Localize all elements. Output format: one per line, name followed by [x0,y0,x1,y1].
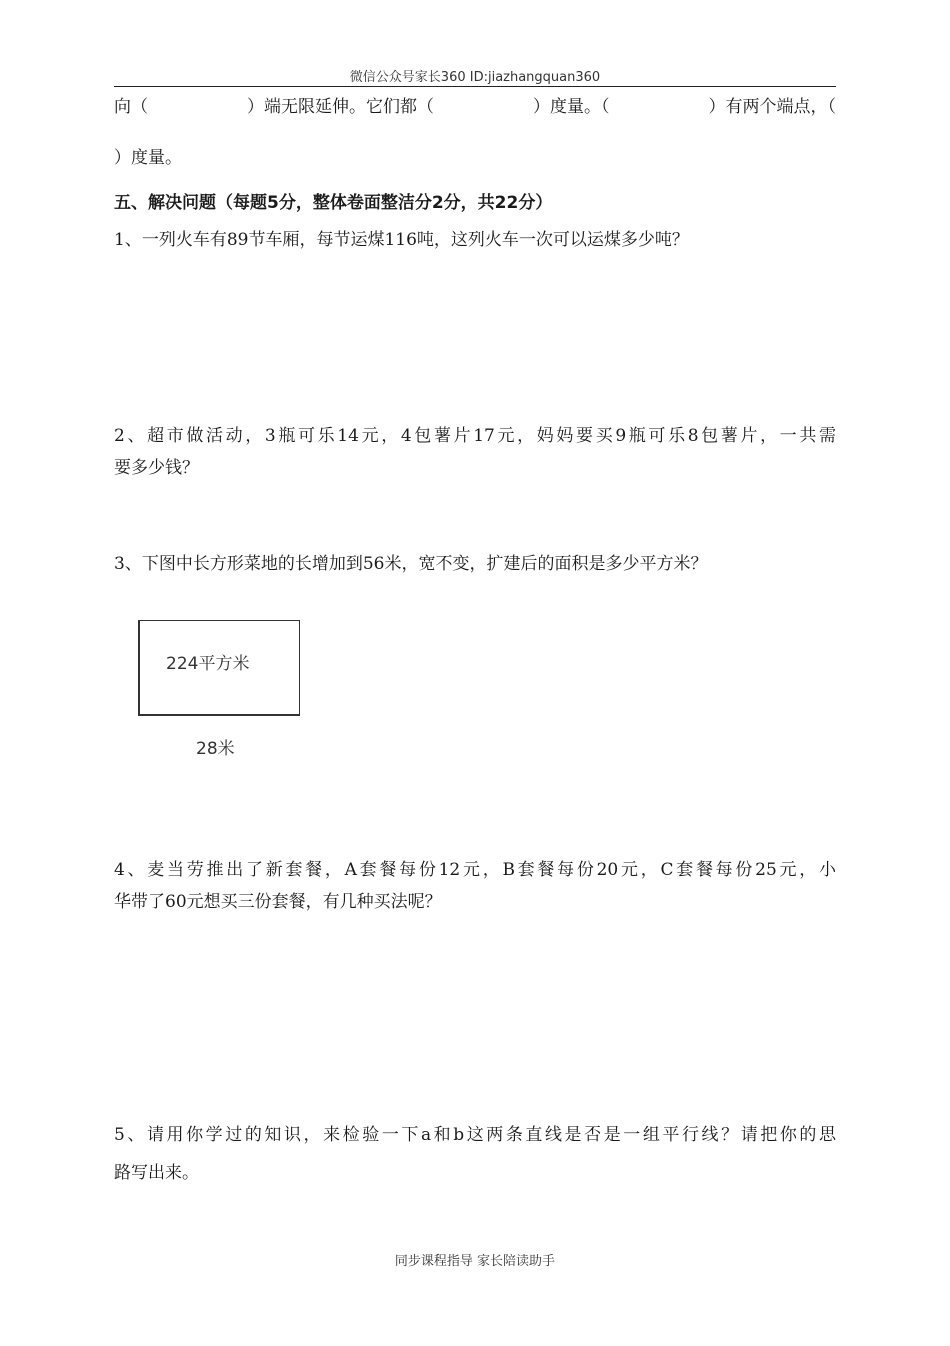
question-5 [114,1116,836,1192]
question-4-line-2: 华带了60元想买三份套餐，有几种买法呢？ [114,892,442,912]
figure-width-label: 28米 [196,739,235,759]
question-4 [114,854,836,918]
fill-blank-segment-1: 向（ [114,97,148,117]
question-2 [114,420,836,484]
rectangle-figure [138,620,300,716]
fill-blank-line-1 [114,95,836,119]
fill-blank-segment-4: ）有两个端点，（ [708,97,836,117]
question-2-line-1: 2、超市做活动，3瓶可乐14元，4包薯片17元，妈妈要买9瓶可乐8包薯片，一共需 [114,426,836,446]
fill-blank-segment-3: ）度量。（ [533,97,610,117]
question-4-line-1: 4、麦当劳推出了新套餐，A套餐每份12元，B套餐每份20元，C套餐每份25元，小 [114,860,836,880]
section-title: 五、解决问题（每题5分，整体卷面整洁分2分，共22分） [114,193,553,213]
page-footer: 同步课程指导 家长陪读助手 [394,1254,556,1269]
page-header: 微信公众号家长360 ID:jiazhangquan360 [349,70,601,85]
question-3: 3、下图中长方形菜地的长增加到56米，宽不变，扩建后的面积是多少平方米？ [114,554,708,574]
figure-area-label: 224平方米 [166,654,250,674]
question-1: 1、一列火车有89节车厢，每节运煤116吨，这列火车一次可以运煤多少吨？ [114,230,689,250]
fill-blank-segment-2: ）端无限延伸。它们都（ [247,97,434,117]
question-5-line-1: 5、请用你学过的知识，来检验一下a和b这两条直线是否是一组平行线？请把你的思 [114,1125,836,1145]
question-5-line-2: 路写出来。 [114,1163,199,1183]
header-divider [114,86,836,87]
question-2-line-2: 要多少钱？ [114,458,199,478]
fill-blank-line-2: ）度量。 [114,148,182,168]
